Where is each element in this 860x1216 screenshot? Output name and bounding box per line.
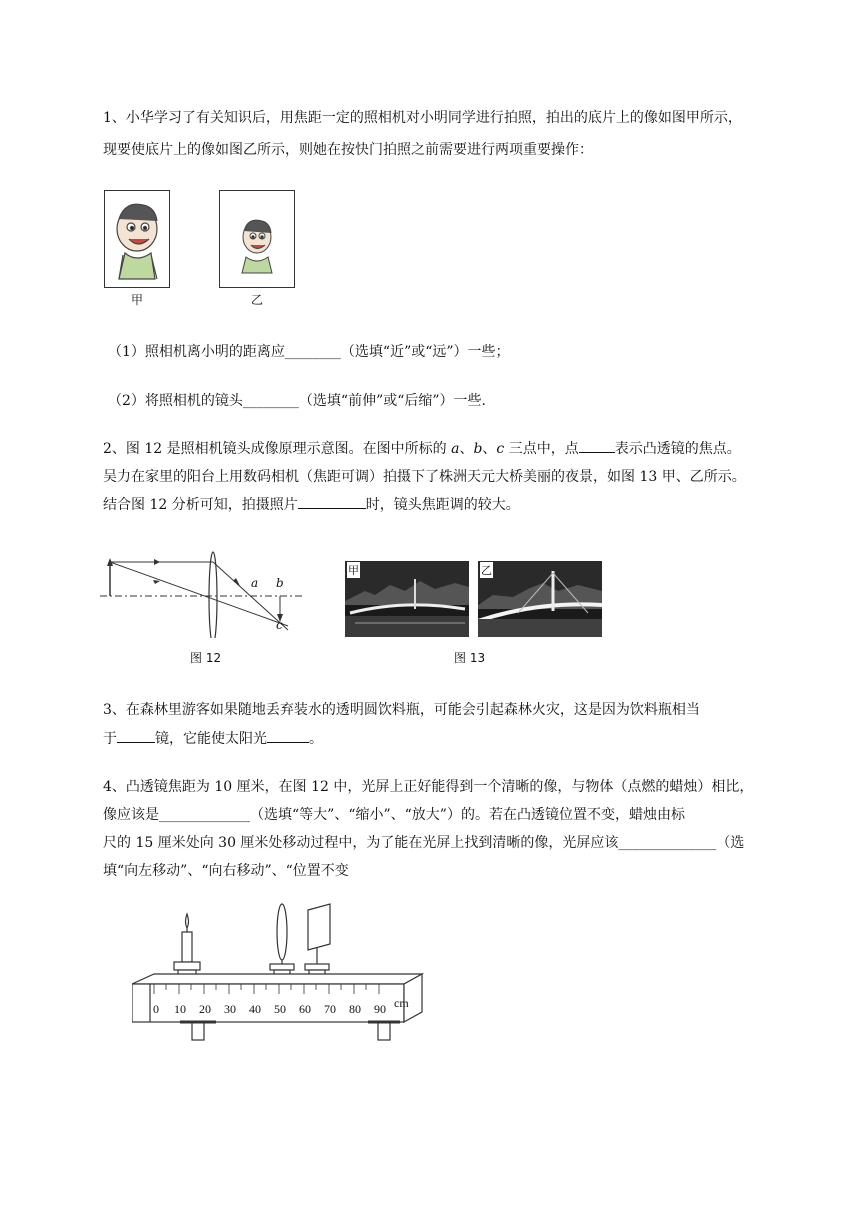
q3-line2-text-a: 于 <box>103 731 117 747</box>
figure-12-lens-diagram <box>100 548 305 638</box>
point-c-label: c <box>496 441 505 457</box>
q2-line1-text-a: 2、图 12 是照相机镜头成像原理示意图。在图中所标的 <box>103 441 452 457</box>
point-b-label: b <box>473 441 483 457</box>
q3-line2-text-b: 镜，它能使太阳光 <box>155 731 267 747</box>
ruler-label: 40 <box>249 1002 261 1016</box>
figure-13-photo-yi <box>478 561 602 637</box>
q1-sub2: （2）将照相机的镜头________（选填“前伸”或“后缩”）一些. <box>108 393 486 409</box>
q2-line3 <box>103 494 520 514</box>
q2-sep1: 、 <box>459 441 474 457</box>
q4-line2: 像应该是_____________（选填“等大”、“缩小”、“放大”）的。若在凸透镜位置不变，蜡烛由标 <box>103 807 685 823</box>
answer-blank <box>579 438 615 453</box>
q4-line1: 4、凸透镜焦距为 10 厘米，在图 12 中，光屏上正好能得到一个清晰的像，与物体（点燃的蜡烛）相比， <box>103 779 754 795</box>
lens-icon <box>270 904 294 976</box>
ruler-label: 70 <box>324 1002 336 1016</box>
cartoon-face-large <box>117 204 157 279</box>
ruler-label: 30 <box>224 1002 236 1016</box>
q1-line1: 1、小华学习了有关知识后，用焦距一定的照相机对小明同学进行拍照，拍出的底片上的像如图甲所示， <box>103 110 742 126</box>
figure-yi-photo <box>219 190 295 288</box>
q2-line1-text-b: 三点中，点 <box>504 441 579 457</box>
answer-blank <box>298 494 366 509</box>
q2-line1 <box>103 438 741 458</box>
q2-line3-text-b: 时，镜头焦距调的较大。 <box>365 497 520 513</box>
figure-13-photo-jia <box>345 561 469 637</box>
figure-jia-photo <box>104 190 170 288</box>
ruler-label: 50 <box>274 1002 286 1016</box>
ruler-unit-label: cm <box>394 996 409 1010</box>
figure-12-caption: 图 12 <box>190 651 222 665</box>
q4-line3: 尺的 15 厘米处向 30 厘米处移动过程中，为了能在光屏上找到清晰的像，光屏应该______________（选 <box>103 835 745 851</box>
candle-icon <box>174 914 200 976</box>
q2-line3-text-a: 结合图 12 分析可知，拍摄照片 <box>103 497 298 513</box>
q1-line2: 现要使底片上的像如图乙所示，则她在按快门拍照之前需要进行两项重要操作： <box>103 142 593 158</box>
ruler-label: 60 <box>299 1002 311 1016</box>
ruler-label: 90 <box>374 1002 386 1016</box>
photo-label-jia: 甲 <box>348 564 359 577</box>
center-ray <box>110 562 288 626</box>
answer-blank <box>117 728 155 743</box>
q2-line1-text-c: 表示凸透镜的焦点。 <box>614 441 741 457</box>
ruler-label: 0 <box>153 1002 159 1016</box>
light-screen-icon <box>305 904 330 976</box>
cartoon-face-small <box>242 220 272 273</box>
fig12-label-c: c <box>276 618 283 632</box>
figure-13-caption: 图 13 <box>454 651 486 665</box>
answer-blank <box>267 728 309 743</box>
point-a-label: a <box>451 441 460 457</box>
q3-line2 <box>103 728 323 748</box>
q3-line1: 3、在森林里游客如果随地丢弃装水的透明圆饮料瓶，可能会引起森林火灾，这是因为饮料瓶相当 <box>103 702 700 718</box>
q1-sub1: （1）照相机离小明的距离应________（选填“近”或“远”）一些； <box>108 344 510 360</box>
q2-line2: 吴力在家里的阳台上用数码相机（焦距可调）拍摄下了株洲天元大桥美丽的夜景，如图 13 甲、乙所示。 <box>103 469 746 485</box>
fig12-label-b: b <box>276 576 284 590</box>
fig12-label-a: a <box>251 576 259 590</box>
q4-line4: 填“向左移动”、“向右移动”、“位置不变 <box>103 863 349 879</box>
figure-label-jia: 甲 <box>131 293 144 307</box>
q3-line2-text-c: 。 <box>309 731 323 747</box>
optical-bench-figure <box>132 900 432 1048</box>
ruler-label: 80 <box>349 1002 361 1016</box>
q2-sep2: 、 <box>482 441 497 457</box>
figure-label-yi: 乙 <box>251 293 264 307</box>
ruler-label: 20 <box>199 1002 211 1016</box>
photo-label-yi: 乙 <box>481 564 492 577</box>
ruler-label: 10 <box>174 1002 186 1016</box>
